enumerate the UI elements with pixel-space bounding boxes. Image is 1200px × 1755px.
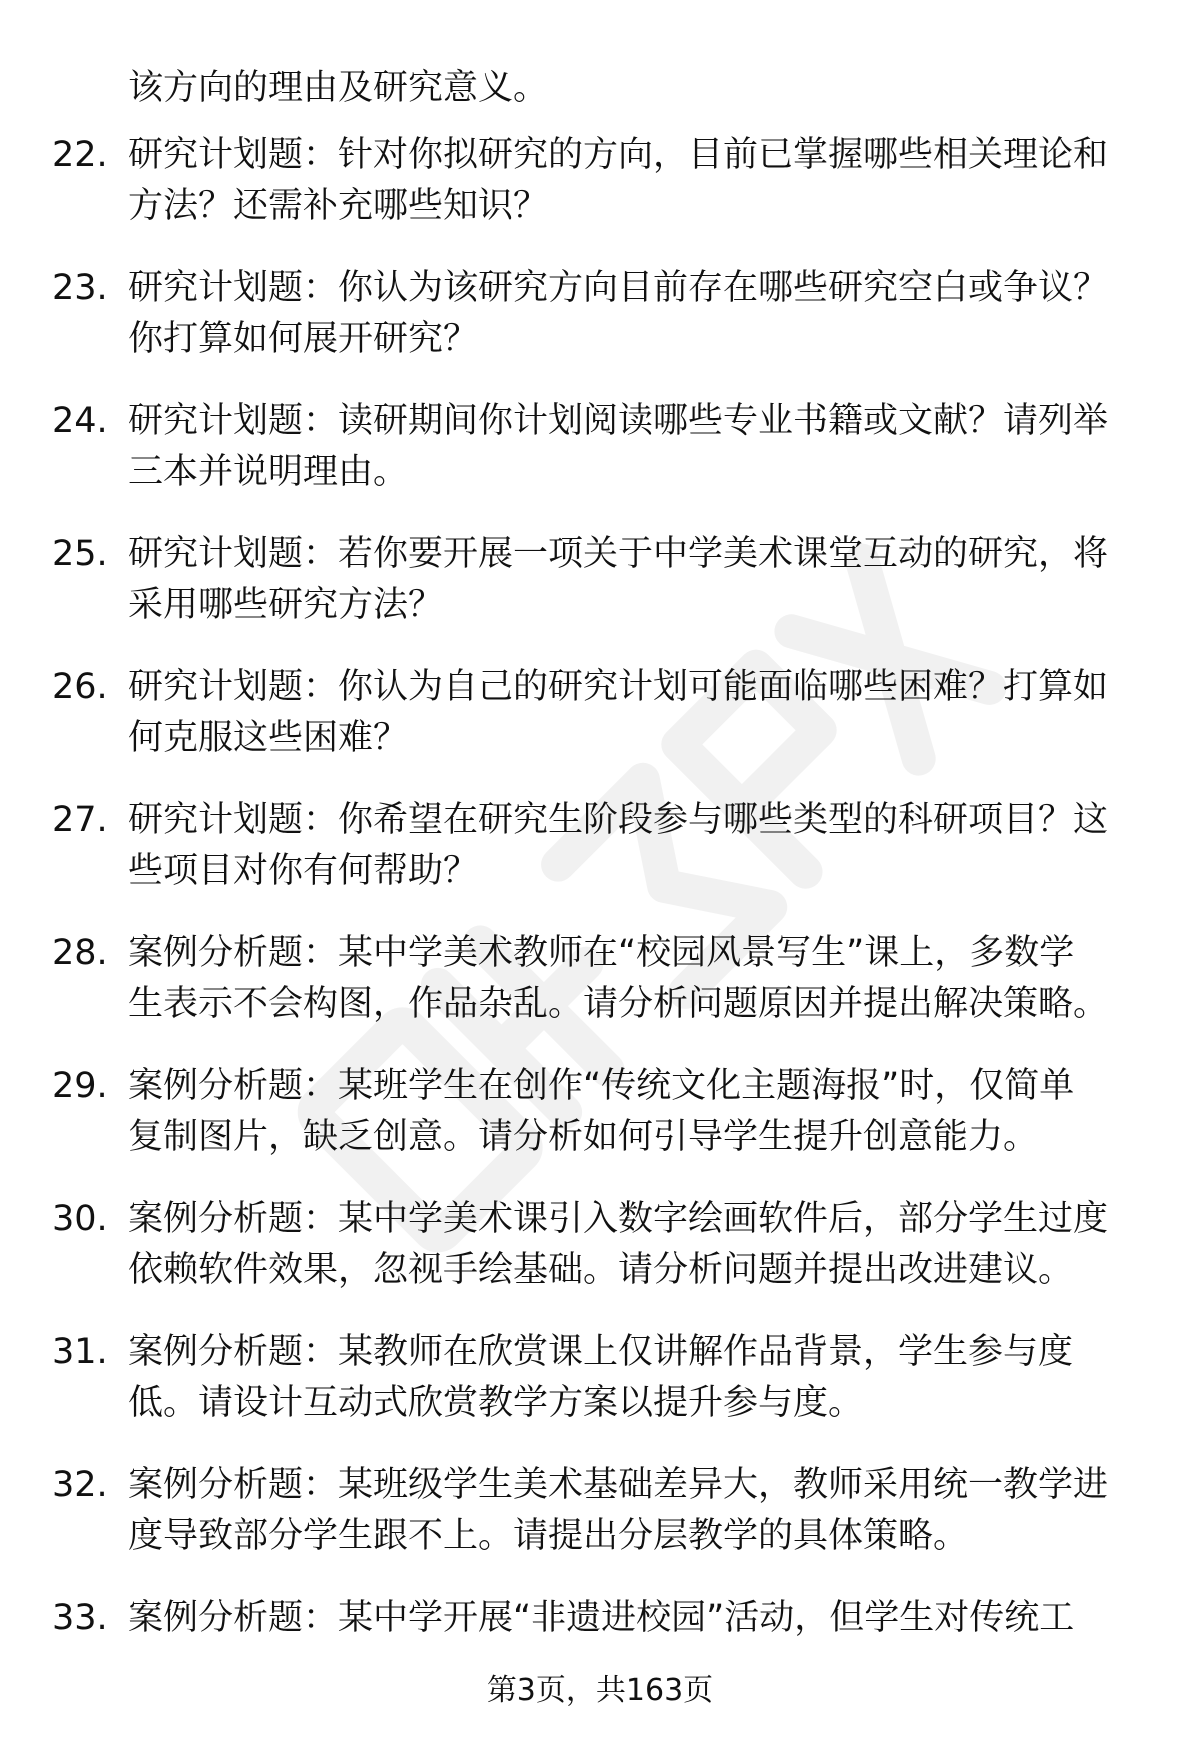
continuation-text: 该方向的理由及研究意义。 (128, 68, 549, 108)
item-number: 27. (52, 800, 108, 840)
item-text: 研究计划题：读研期间你计划阅读哪些专业书籍或文献？请列举 三本并说明理由。 (128, 401, 1109, 492)
item-text: 案例分析题：某中学美术教师在“校园风景写生”课上，多数学 生表示不会构图，作品杂乱。请分析问题原因并提出解决策略。 (128, 933, 1109, 1024)
item-text: 研究计划题：你希望在研究生阶段参与哪些类型的科研项目？这 些项目对你有何帮助？ (128, 800, 1109, 891)
item-number: 30. (52, 1199, 108, 1239)
item-number: 29. (52, 1066, 108, 1106)
item-text: 研究计划题：针对你拟研究的方向，目前已掌握哪些相关理论和 方法？还需补充哪些知识？ (128, 135, 1109, 226)
item-number: 31. (52, 1332, 108, 1372)
item-number: 23. (52, 268, 108, 308)
item-number: 33. (52, 1598, 108, 1638)
item-number: 26. (52, 667, 108, 707)
item-number: 28. (52, 933, 108, 973)
item-text: 案例分析题：某中学美术课引入数字绘画软件后，部分学生过度 依赖软件效果，忽视手绘基础。请分析问题并提出改进建议。 (128, 1199, 1109, 1290)
item-text: 研究计划题：你认为自己的研究计划可能面临哪些困难？打算如 何克服这些困难？ (128, 667, 1109, 758)
item-number: 25. (52, 534, 108, 574)
item-text: 研究计划题：你认为该研究方向目前存在哪些研究空白或争议？ 你打算如何展开研究？ (128, 268, 1109, 359)
item-text: 研究计划题：若你要开展一项关于中学美术课堂互动的研究，将 采用哪些研究方法？ (128, 534, 1109, 625)
item-number: 32. (52, 1465, 108, 1505)
page-footer: 第3页，共163页 (486, 1673, 714, 1708)
item-text: 案例分析题：某班级学生美术基础差异大，教师采用统一教学进 度导致部分学生跟不上。请提出分层教学的具体策略。 (128, 1465, 1109, 1556)
item-text: 案例分析题：某教师在欣赏课上仅讲解作品背景，学生参与度 低。请设计互动式欣赏教学方案以提升参与度。 (128, 1332, 1074, 1423)
item-text: 案例分析题：某中学开展“非遗进校园”活动，但学生对传统工 (128, 1598, 1075, 1638)
item-number: 24. (52, 401, 108, 441)
item-text: 案例分析题：某班学生在创作“传统文化主题海报”时，仅简单 复制图片，缺乏创意。请分析如何引导学生提升创意能力。 (128, 1066, 1075, 1157)
item-number: 22. (52, 135, 108, 175)
